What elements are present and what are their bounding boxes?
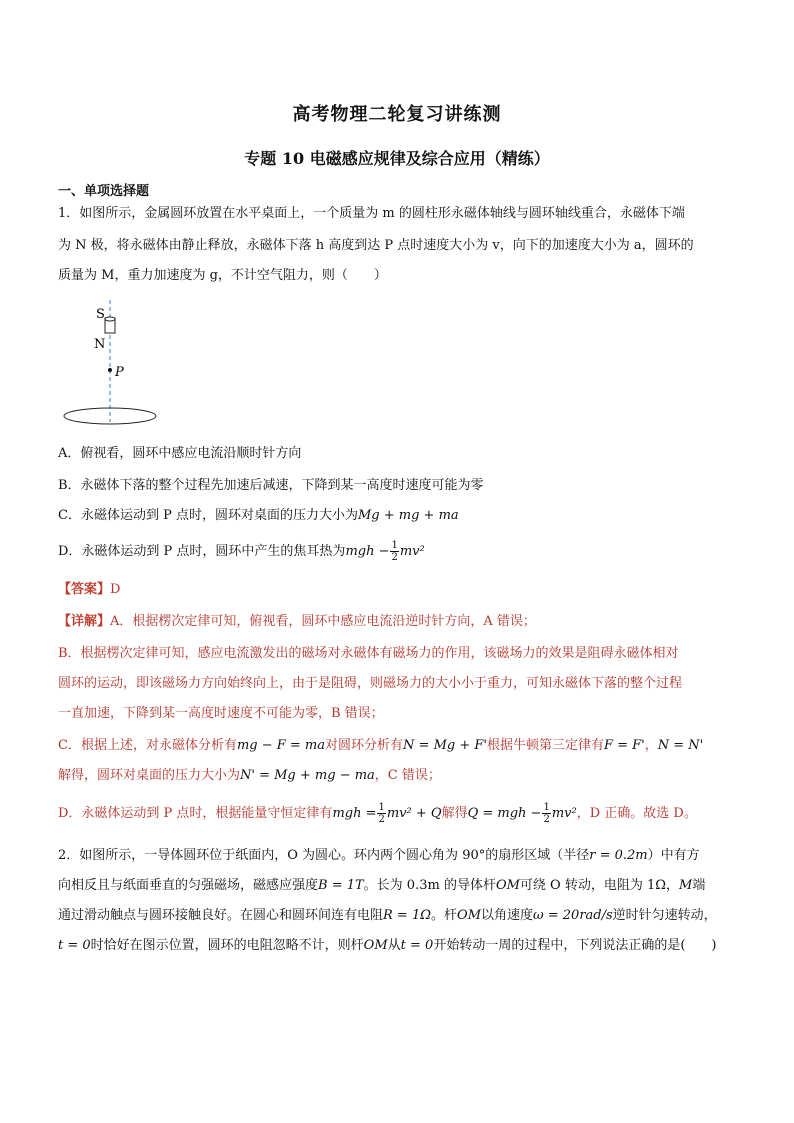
q1-option-c — [58, 506, 748, 526]
detail-tag: 【详解】 — [58, 614, 111, 629]
q1-option-c-text: C．永磁体运动到 P 点时，圆环对桌面的压力大小为 — [58, 508, 358, 523]
q1-detail-c1: C．根据上述，对永磁体分析有mg − F = ma对圆环分析有N = Mg + F'根据牛顿第三定律有F = F'，N = N' — [58, 738, 704, 753]
point-p-dot — [108, 368, 112, 372]
q2-stem-line1: 2．如图所示，一导体圆环位于纸面内，O 为圆心。环内两个圆心角为 90°的扇形区域（半径r = 0.2m）中有方 — [58, 848, 700, 863]
q2-stem-line4: t = 0时恰好在图示位置，圆环的电阻忽略不计，则杆OM从t = 0开始转动一周的过程中，下列说法正确的是( ) — [58, 938, 717, 953]
q1-option-d — [58, 540, 748, 563]
q1-answer — [58, 580, 748, 600]
q1-option-c-formula: Mg + mg + ma — [357, 508, 459, 523]
answer-tag: 【答案】 — [58, 582, 111, 597]
q1-stem-line1: 1．如图所示，金属圆环放置在水平桌面上，一个质量为 m 的圆柱形永磁体轴线与圆环轴线重合，永磁体下端 — [58, 206, 685, 221]
q1-detail-d: D．永磁体运动到 P 点时，根据能量守恒定律有mgh = $\frac{1}{2}$ mv² + Q解得Q = mgh − $\frac{1}{2}$ mv²，D 正确。故选 D。 — [58, 802, 697, 825]
q1-option-d-formula-post: mv² — [399, 544, 425, 559]
q1-option-d-fraction: $\frac{1}{2}$ — [391, 540, 398, 563]
document-title: 高考物理二轮复习讲练测 — [292, 104, 502, 125]
q1-stem-line2: 为 N 极，将永磁体由静止释放，永磁体下落 h 高度到达 P 点时速度大小为 v，向下的加速度大小为 a，圆环的 — [58, 238, 694, 253]
answer-value: D — [110, 582, 121, 597]
q2-stem-line3: 通过滑动触点与圆环接触良好。在圆心和圆环间连有电阻R = 1Ω。杆OM以角速度ω = 20rad/s逆时针匀速转动， — [58, 908, 717, 923]
q1-option-d-text: D．永磁体运动到 P 点时，圆环中产生的焦耳热为 — [58, 544, 346, 559]
q1-figure-magnet-ring — [58, 296, 198, 426]
q1-option-b: B．永磁体下落的整个过程先加速后减速，下降到某一高度时速度可能为零 — [58, 478, 484, 493]
magnet-top — [105, 317, 115, 321]
q1-detail-c2: 解得，圆环对桌面的压力大小为N' = Mg + mg − ma，C 错误； — [58, 768, 441, 783]
q1-detail-b3: 一直加速，下降到某一高度时速度不可能为零，B 错误； — [58, 706, 384, 721]
q1-detail-b1: B．根据楞次定律可知，感应电流激发出的磁场对永磁体有磁场力的作用，该磁场力的效果是阻碍永磁体相对 — [58, 646, 679, 661]
q1-option-a: A．俯视看，圆环中感应电流沿顺时针方向 — [58, 446, 302, 461]
q1-detail-a: 【详解】A．根据楞次定律可知，俯视看，圆环中感应电流沿逆时针方向，A 错误； — [58, 614, 536, 629]
magnet-n-label: N — [94, 337, 106, 352]
section-heading: 一、单项选择题 — [58, 184, 150, 199]
q1-option-d-formula-pre: mgh − — [345, 544, 390, 559]
point-p-label: P — [115, 365, 124, 380]
q1-stem-line3: 质量为 M，重力加速度为 g，不计空气阻力，则（ ） — [58, 268, 387, 283]
magnet-s-label: S — [96, 307, 105, 322]
q2-stem-line2: 向相反且与纸面垂直的匀强磁场，磁感应强度B = 1T。长为 0.3m 的导体杆OM可绕 O 转动，电阻为 1Ω，M端 — [58, 878, 706, 893]
document-subtitle: 专题 10 电磁感应规律及综合应用（精练） — [244, 149, 550, 168]
q1-detail-b2: 圆环的运动，即该磁场力方向始终向上，由于是阻碍，则磁场力的大小小于重力，可知永磁体下落的整个过程 — [58, 676, 683, 691]
